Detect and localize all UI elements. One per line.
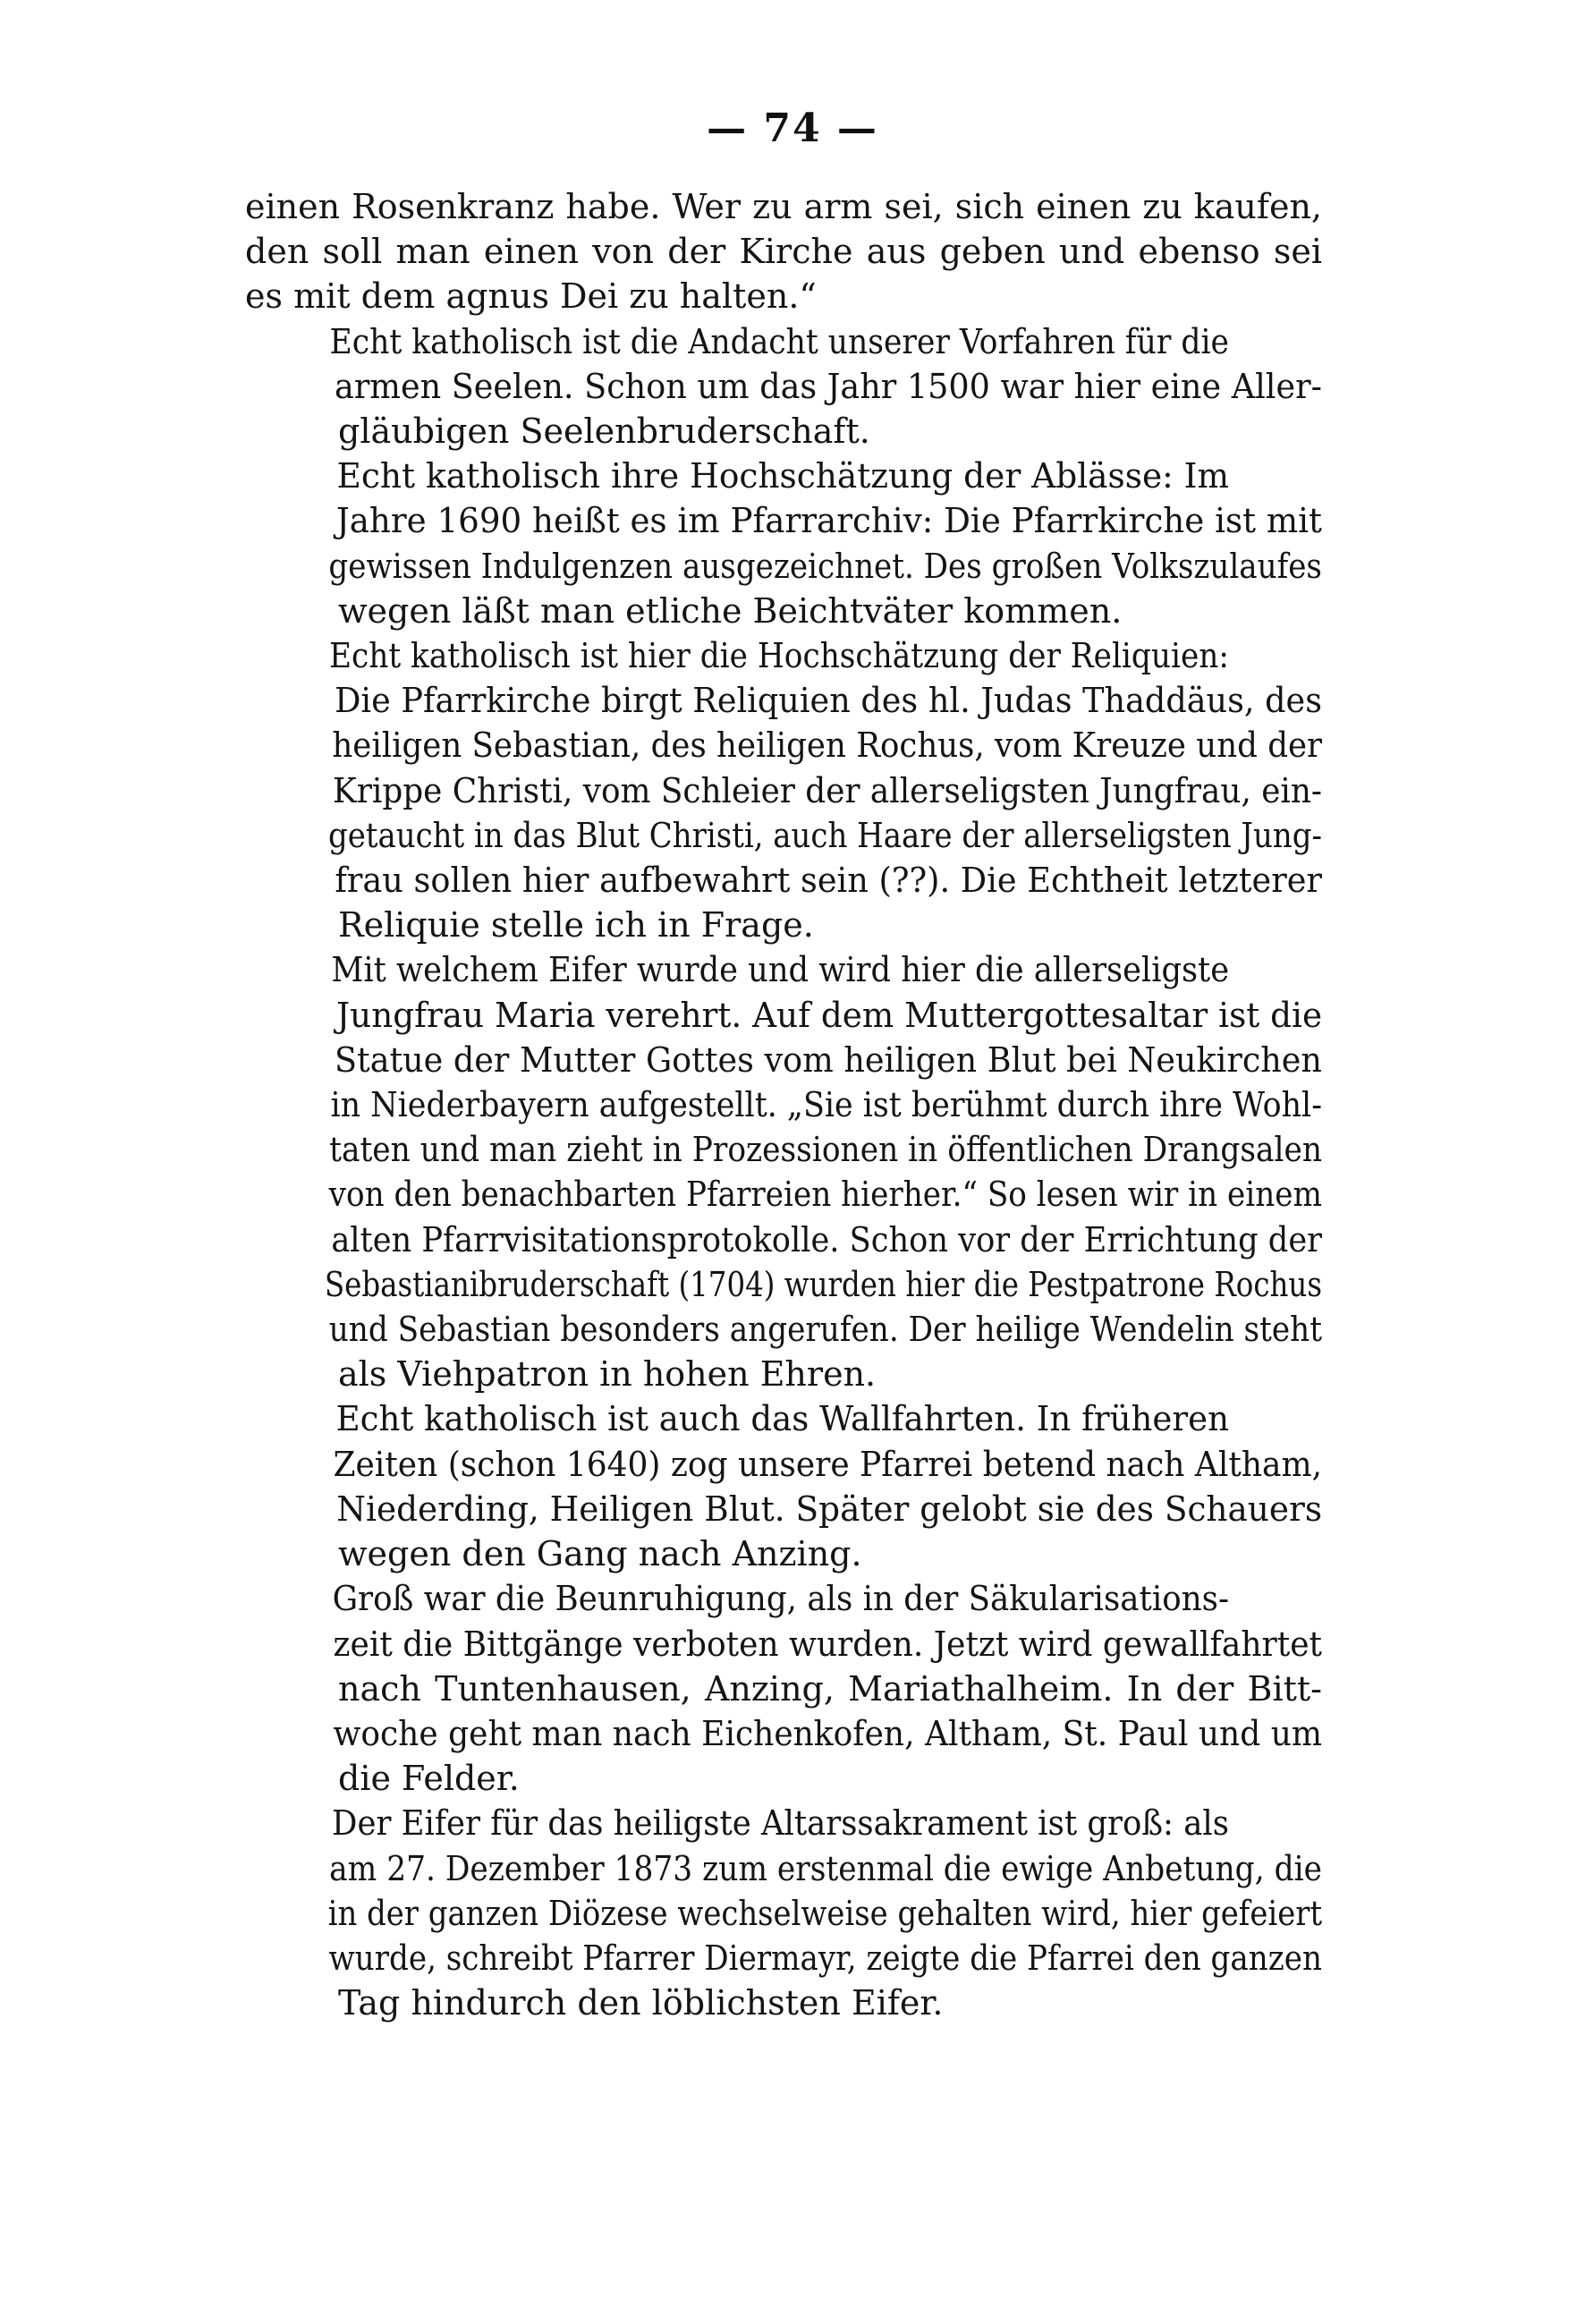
- text-line: Jahre 1690 heißt es im Pfarrarchiv: Die Pfarrkirche ist mit: [335, 501, 1323, 541]
- text-line: Niederding, Heiligen Blut. Später gelobt sie des Schauers: [336, 1489, 1323, 1529]
- page-number: — 74 —: [707, 106, 878, 151]
- text-line: einen Rosenkranz habe. Wer zu arm sei, sich einen zu kaufen,: [245, 187, 1323, 226]
- text-line: Zeiten (schon 1640) zog unsere Pfarrei betend nach Altham,: [333, 1444, 1323, 1484]
- text-line: und Sebastian besonders angerufen. Der heilige Wendelin steht: [328, 1310, 1322, 1350]
- text-line: Der Eifer für das heiligste Altarssakrament ist groß: als: [332, 1803, 1229, 1844]
- text-line: in Niederbayern aufgestellt. „Sie ist berühmt durch ihre Wohl-: [330, 1085, 1322, 1125]
- text-line: Reliquie stelle ich in Frage.: [338, 905, 814, 946]
- text-line: den soll man einen von der Kirche aus geben und ebenso sei: [245, 232, 1323, 272]
- paragraph: [245, 1396, 1322, 1576]
- text-line: in der ganzen Diözese wechselweise gehalten wird, hier gefeiert: [327, 1893, 1323, 1933]
- paragraph: [245, 1576, 1322, 1801]
- text-line: frau sollen hier aufbewahrt sein (??). Die Echtheit letzterer: [335, 861, 1322, 901]
- page-body: [245, 184, 1322, 2025]
- text-line: die Felder.: [338, 1759, 520, 1799]
- text-line: Echt katholisch ihre Hochschätzung der Ablässe: Im: [336, 456, 1230, 496]
- text-line: wurde, schreibt Pfarrer Diermayr, zeigte die Pfarrei den ganzen: [328, 1938, 1322, 1978]
- text-line: Echt katholisch ist die Andacht unserer Vorfahren für die: [329, 321, 1229, 361]
- text-line: als Viehpatron in hohen Ehren.: [338, 1354, 877, 1395]
- paragraph: [245, 947, 1322, 1396]
- text-line: Sebastianibruderschaft (1704) wurden hier die Pestpatrone Rochus: [324, 1264, 1323, 1304]
- text-line: Statue der Mutter Gottes vom heiligen Blut bei Neukirchen: [334, 1039, 1322, 1080]
- text-line: taten und man zieht in Prozessionen in öffentlichen Drangsalen: [329, 1130, 1323, 1170]
- text-line: nach Tuntenhausen, Anzing, Mariathalheim. In der Bitt-: [338, 1668, 1323, 1709]
- text-line: wegen läßt man etliche Beichtväter kommen.: [338, 590, 1123, 631]
- text-line: Groß war die Beunruhigung, als in der Säkularisations-: [332, 1579, 1229, 1619]
- text-line: getaucht in das Blut Christi, auch Haare der allerseligsten Jung-: [327, 815, 1322, 855]
- text-line: Echt katholisch ist hier die Hochschätzung der Reliquien:: [328, 636, 1229, 676]
- text-line: wegen den Gang nach Anzing.: [338, 1534, 862, 1574]
- text-line: zeit die Bittgänge verboten wurden. Jetzt wird gewallfahrtet: [333, 1624, 1322, 1664]
- text-line: armen Seelen. Schon um das Jahr 1500 war hier eine Aller-: [335, 366, 1322, 406]
- text-line: alten Pfarrvisitationsprotokolle. Schon vor der Errichtung der: [331, 1219, 1322, 1260]
- text-line: Krippe Christi, vom Schleier der allerseligsten Jungfrau, ein-: [332, 770, 1323, 810]
- text-line: gewissen Indulgenzen ausgezeichnet. Des großen Volkszulaufes: [328, 546, 1322, 586]
- text-line: am 27. Dezember 1873 zum erstenmal die ewige Anbetung, die: [329, 1848, 1322, 1888]
- text-line: woche geht man nach Eichenkofen, Altham, St. Paul und um: [333, 1713, 1323, 1753]
- text-line: Jungfrau Maria verehrt. Auf dem Muttergottesaltar ist die: [336, 995, 1323, 1035]
- paragraph: [245, 454, 1322, 633]
- text-line: Tag hindurch den löblichsten Eifer.: [338, 1983, 944, 2023]
- text-line: Die Pfarrkirche birgt Reliquien des hl. Judas Thaddäus, des: [335, 681, 1322, 721]
- text-line: Echt katholisch ist auch das Wallfahrten. In früheren: [335, 1399, 1230, 1439]
- text-line: gläubigen Seelenbruderschaft.: [338, 411, 870, 452]
- text-line: heiligen Sebastian, des heiligen Rochus, vom Kreuze und der: [332, 725, 1323, 766]
- text-line: von den benachbarten Pfarreien hierher.“ So lesen wir in einem: [328, 1175, 1322, 1215]
- paragraph: [245, 1801, 1322, 2025]
- paragraph: [245, 633, 1322, 947]
- paragraph: [245, 319, 1322, 454]
- text-line: es mit dem agnus Dei zu halten.“: [245, 276, 817, 317]
- paragraph: [245, 184, 1322, 319]
- text-line: Mit welchem Eifer wurde und wird hier die allerseligste: [331, 950, 1230, 990]
